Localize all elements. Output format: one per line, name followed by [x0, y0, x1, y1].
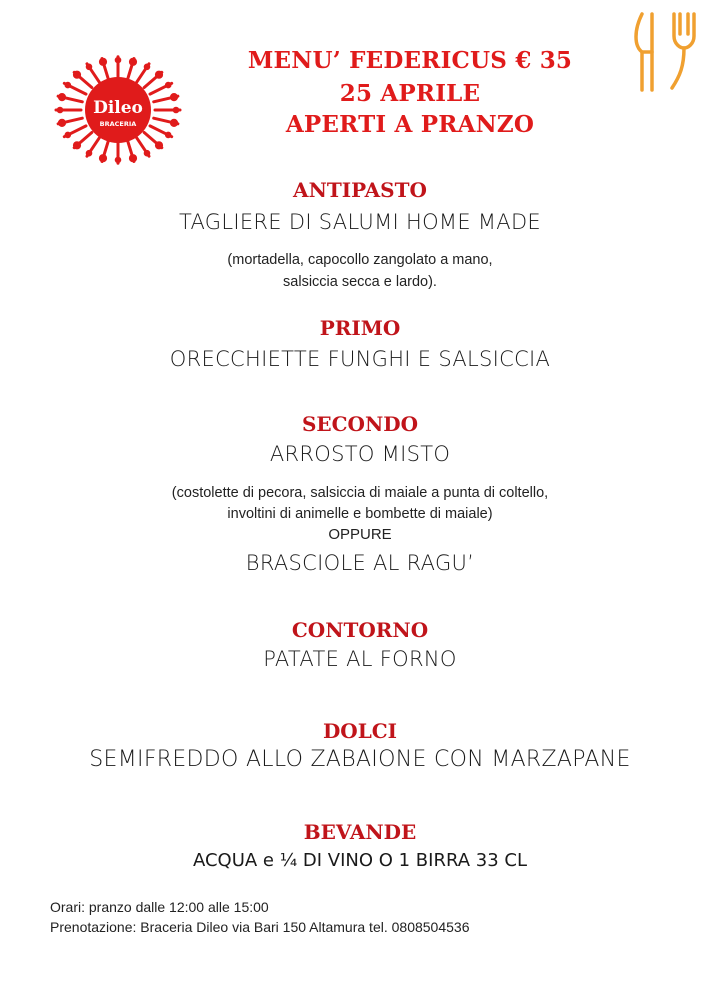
- logo-utensil-head: [130, 59, 135, 64]
- logo-name: Dileo: [93, 98, 143, 118]
- logo-utensil-head: [156, 143, 161, 148]
- logo-utensil-head: [171, 120, 176, 125]
- logo-utensil-head: [116, 58, 120, 62]
- menu-opening: APERTI A PRANZO: [285, 111, 535, 138]
- dish-primo: ORECCHIETTE FUNGHI E SALSICCIA: [169, 347, 551, 371]
- braceria-dileo-logo: [44, 45, 192, 175]
- section-title-contorno: CONTORNO: [291, 618, 429, 642]
- logo-utensil-head: [59, 95, 64, 100]
- fork-and-knife-icon: [628, 6, 708, 96]
- logo-utensil-head: [145, 151, 149, 155]
- dish-note-antipasto-2: salsiccia secca e lardo).: [283, 274, 437, 290]
- dish-antipasto: TAGLIERE DI SALUMI HOME MADE: [178, 210, 541, 234]
- dish-dolci: SEMIFREDDO ALLO ZABAIONE CON MARZAPANE: [89, 747, 631, 772]
- logo-utensil-head: [116, 158, 120, 162]
- dish-bevande: ACQUA e ¼ DI VINO O 1 BIRRA 33 CL: [192, 850, 528, 871]
- section-title-antipasto: ANTIPASTO: [293, 178, 427, 202]
- footer-booking: Prenotazione: Braceria Dileo via Bari 150 Altamura tel. 0808504536: [50, 919, 470, 935]
- logo-utensil-head: [145, 65, 149, 69]
- logo-graphic: [44, 45, 192, 175]
- dish-secondo-alt: BRASCIOLE AL RAGU’: [245, 551, 475, 575]
- menu-date: 25 APRILE: [339, 80, 481, 107]
- logo-utensil-head: [174, 108, 178, 112]
- dish-secondo: ARROSTO MISTO: [269, 442, 451, 466]
- dish-oppure: OPPURE: [328, 526, 392, 543]
- logo-utensil-head: [130, 156, 135, 161]
- logo-utensil-head: [74, 143, 79, 148]
- footer-hours: Orari: pranzo dalle 12:00 alle 15:00: [50, 899, 269, 915]
- section-title-dolci: DOLCI: [322, 719, 398, 743]
- logo-utensil-head: [66, 83, 70, 87]
- section-title-bevande: BEVANDE: [303, 820, 417, 844]
- dish-note-secondo-2: involtini di animelle e bombette di maiale): [227, 506, 493, 522]
- logo-subtitle: BRACERIA: [99, 120, 137, 128]
- logo-utensil-head: [87, 65, 91, 69]
- section-title-secondo: SECONDO: [301, 412, 419, 436]
- dish-note-antipasto-1: (mortadella, capocollo zangolato a mano,: [227, 252, 493, 268]
- dish-contorno: PATATE AL FORNO: [263, 647, 457, 671]
- logo-utensil-head: [171, 95, 176, 100]
- menu-title: MENU’ FEDERICUS € 35: [247, 47, 573, 74]
- logo-utensil-head: [87, 151, 91, 155]
- logo-utensil-head: [100, 59, 105, 64]
- logo-utensil-head: [59, 120, 64, 125]
- logo-utensil-head: [58, 108, 62, 112]
- logo-utensil-head: [166, 83, 170, 87]
- logo-utensil-head: [166, 133, 170, 137]
- dish-note-secondo-1: (costolette di pecora, salsiccia di maiale a punta di coltello,: [171, 485, 549, 501]
- logo-utensil-head: [100, 156, 105, 161]
- section-title-primo: PRIMO: [319, 316, 401, 340]
- logo-utensil-head: [74, 72, 79, 77]
- logo-utensil-head: [156, 72, 161, 77]
- logo-utensil-head: [66, 133, 70, 137]
